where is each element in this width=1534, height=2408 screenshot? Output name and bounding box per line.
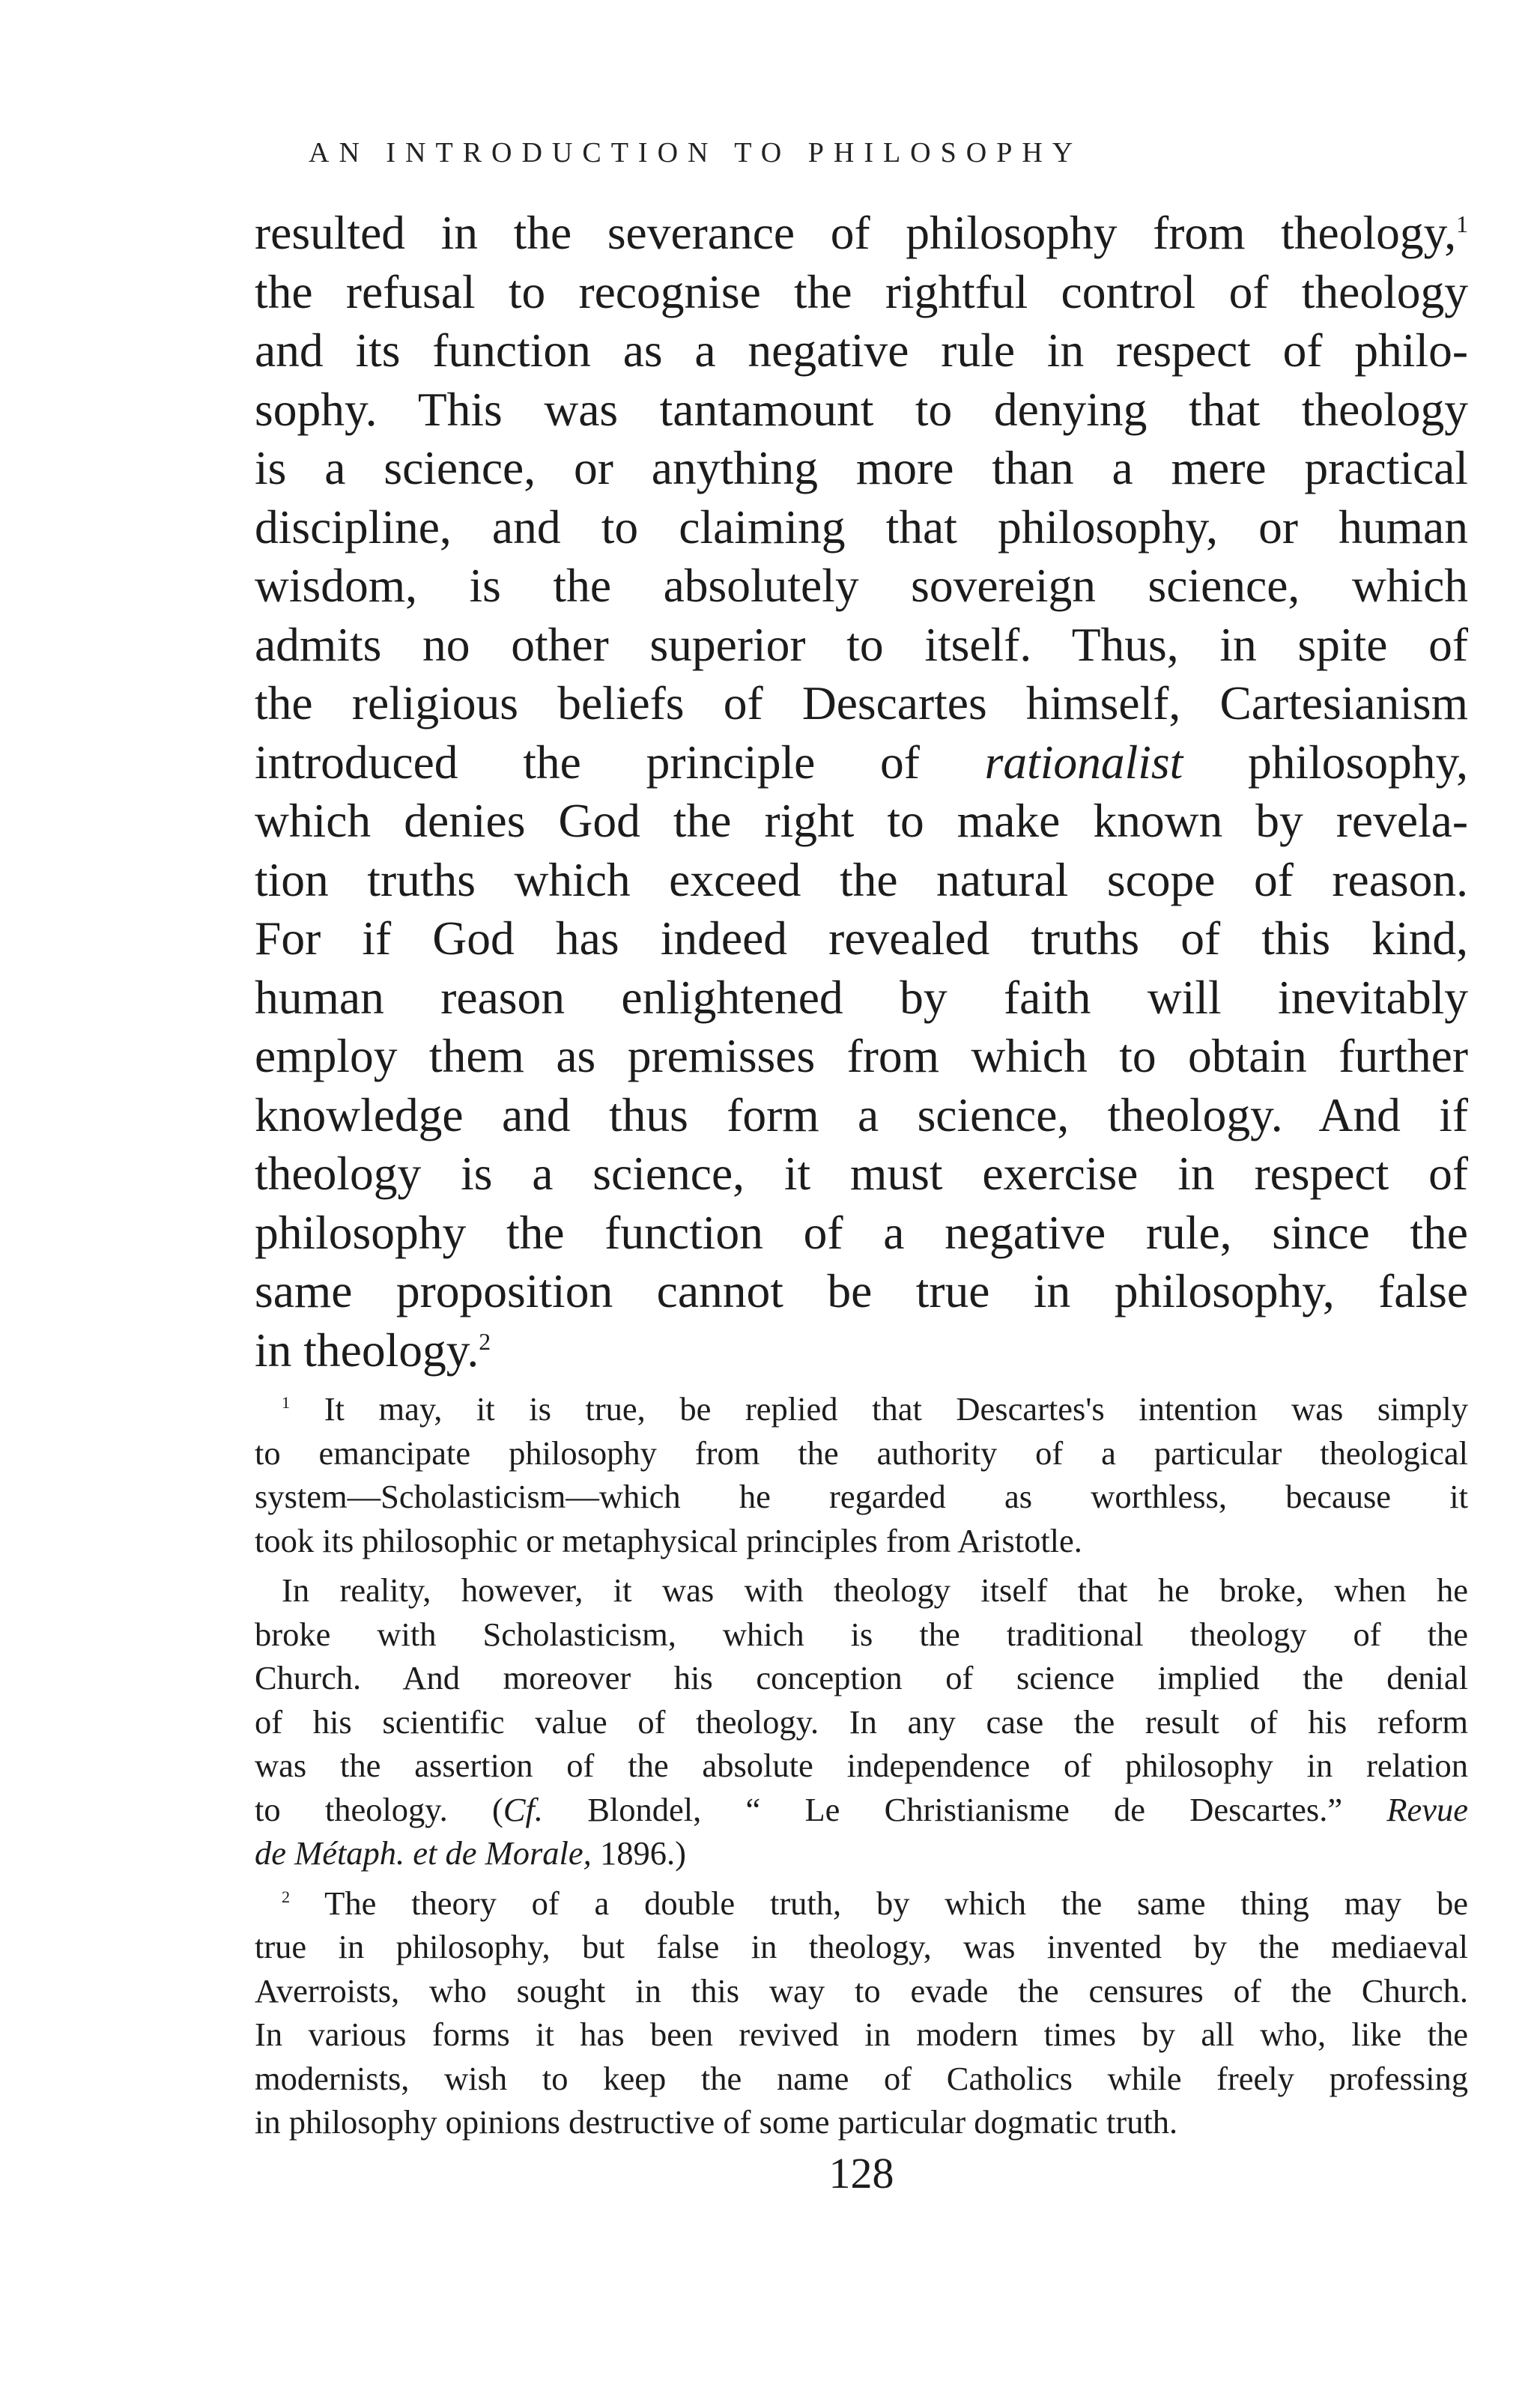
footnotes (255, 1387, 1468, 2150)
footnote-line: $^2$ The theory of a double truth, by which the same thing may be (282, 1884, 1468, 1922)
text-line: same proposition cannot be true in philosophy, false (255, 1264, 1468, 1317)
footnote-line: to theology. (Cf. Blondel, “ Le Christianisme de Descartes.” Revue (255, 1790, 1468, 1828)
footnote-line: broke with Scholasticism, which is the traditional theology of the (255, 1615, 1468, 1653)
footnote-marker: 1 (282, 1393, 291, 1413)
text-line: discipline, and to claiming that philosophy, or human (255, 500, 1468, 554)
footnote-line: took its philosophic or metaphysical principles from Aristotle. (255, 1521, 1082, 1559)
footnote-line: system—Scholasticism—which he regarded as worthless, because it (255, 1478, 1468, 1515)
text-line: philosophy the function of a negative rule, since the (255, 1205, 1468, 1259)
text-line: and its function as a negative rule in respect of philo- (255, 324, 1468, 377)
footnote-ref-1[interactable]: 1 (1456, 210, 1468, 237)
text-line: human reason enlightened by faith will inevitably (255, 970, 1468, 1024)
footnote-line: true in philosophy, but false in theology, was invented by the mediaeval (255, 1928, 1468, 1965)
italic-term: rationalist (984, 735, 1183, 789)
footnote-marker: 2 (282, 1887, 291, 1906)
text-line: the refusal to recognise the rightful control of theology (255, 264, 1468, 318)
footnote-line: de Métaph. et de Morale, 1896.) (255, 1834, 686, 1872)
running-head: AN INTRODUCTION TO PHILOSOPHY (309, 137, 1083, 169)
footnote-1 (255, 1387, 1468, 1562)
text-line: sophy. This was tantamount to denying that theology (255, 382, 1468, 436)
footnote-line: was the assertion of the absolute independence of philosophy in relation (255, 1747, 1468, 1784)
main-text (255, 204, 1468, 1380)
footnote-line: $^1$ It may, it is true, be replied that Descartes's intention was simply (282, 1390, 1469, 1428)
text-line: resulted in the severance of philosophy from theology,$^1$ (255, 206, 1468, 259)
text-line: theology is a science, it must exercise in respect of (255, 1147, 1468, 1200)
footnote-line: of his scientific value of theology. In any case the result of his reform (255, 1702, 1468, 1741)
footnote-line: Church. And moreover his conception of science implied the denial (255, 1659, 1468, 1696)
text-line: in theology.$^2$ (255, 1323, 491, 1377)
text-line: is a science, or anything more than a mere practical (255, 441, 1468, 494)
footnote-line: modernists, wish to keep the name of Catholics while freely professing (255, 2059, 1468, 2097)
text-line: which denies God the right to make known by revela- (255, 794, 1468, 847)
footnote-line: to emancipate philosophy from the authority of a particular theological (255, 1434, 1468, 1472)
footnote-2 (255, 1881, 1468, 2144)
text-line: knowledge and thus form a science, theology. And if (255, 1088, 1468, 1141)
footnote-ref-2[interactable]: 2 (479, 1328, 491, 1355)
footnote-line: in philosophy opinions destructive of some particular dogmatic truth. (255, 2103, 1178, 2141)
text-line: the religious beliefs of Descartes himself, Cartesianism (255, 676, 1468, 730)
text-line: wisdom, is the absolutely sovereign science, which (255, 559, 1468, 612)
page-number: 128 (828, 2149, 894, 2198)
text-line: admits no other superior to itself. Thus, in spite of (255, 617, 1468, 671)
text-line: tion truths which exceed the natural scope of reason. (255, 852, 1468, 906)
footnote-1-continued (255, 1568, 1468, 1875)
text-line: For if God has indeed revealed truths of this kind, (255, 912, 1468, 965)
text-line: introduced the principle of rationalist philosophy, (255, 735, 1469, 789)
footnote-line: In reality, however, it was with theology itself that he broke, when he (282, 1571, 1468, 1609)
footnote-line: Averroists, who sought in this way to evade the censures of the Church. (255, 1971, 1468, 2010)
footnote-line: In various forms it has been revived in modern times by all who, like the (255, 2016, 1468, 2053)
text-line: employ them as premisses from which to obtain further (255, 1029, 1468, 1082)
